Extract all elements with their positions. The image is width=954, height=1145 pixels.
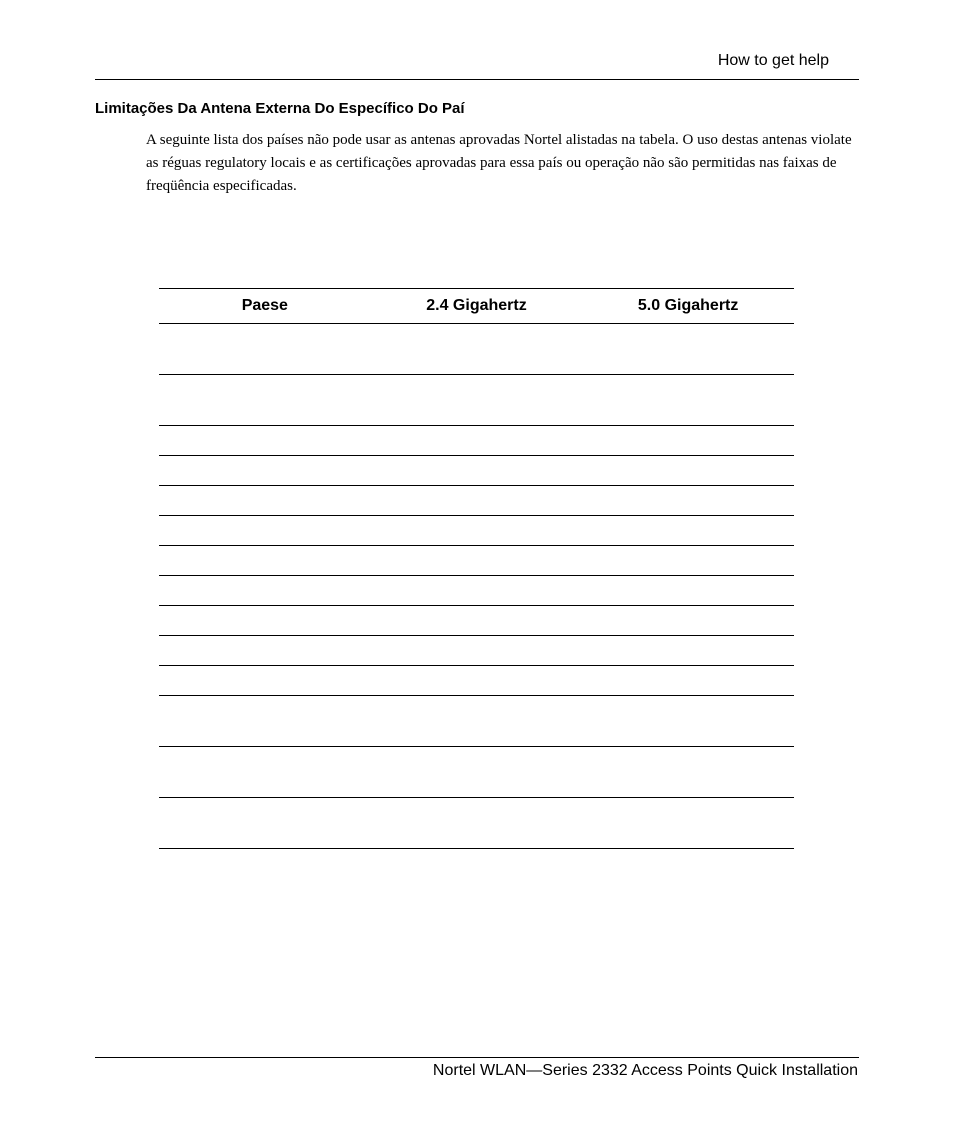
- section-paragraph: A seguinte lista dos países não pode usar as antenas aprovadas Nortel alistadas na tabela. O uso destas antenas violate as réguas regulatory locais e as certificações aprovadas para essa país ou operação não são permitidas nas faixas de freqüência especificadas.: [146, 132, 852, 194]
- table-header-row: [159, 289, 794, 324]
- table-row: [159, 696, 794, 747]
- column-header-2-4ghz: 2.4 Gigahertz: [371, 289, 583, 324]
- table-row: [159, 798, 794, 849]
- table-row: [159, 546, 794, 576]
- table-row: [159, 666, 794, 696]
- section-title: Limitações Da Antena Externa Do Específico Do Paí: [95, 100, 465, 117]
- column-header-5-0ghz: 5.0 Gigahertz: [582, 289, 794, 324]
- column-header-country: Paese: [159, 289, 371, 324]
- table-row: [159, 486, 794, 516]
- table-row: [159, 747, 794, 798]
- antenna-restrictions-table: [159, 288, 794, 849]
- footer-rule: [95, 1057, 859, 1058]
- table-row: [159, 456, 794, 486]
- header-rule: [95, 79, 859, 80]
- table-row: [159, 426, 794, 456]
- table-row: [159, 636, 794, 666]
- header-section-label: How to get help: [717, 52, 829, 69]
- table-row: [159, 516, 794, 546]
- footer-doc-title: Nortel WLAN—Series 2332 Access Points Quick Installation: [432, 1062, 858, 1079]
- table-row: [159, 324, 794, 375]
- table-row: [159, 576, 794, 606]
- table-row: [159, 606, 794, 636]
- table-row: [159, 375, 794, 426]
